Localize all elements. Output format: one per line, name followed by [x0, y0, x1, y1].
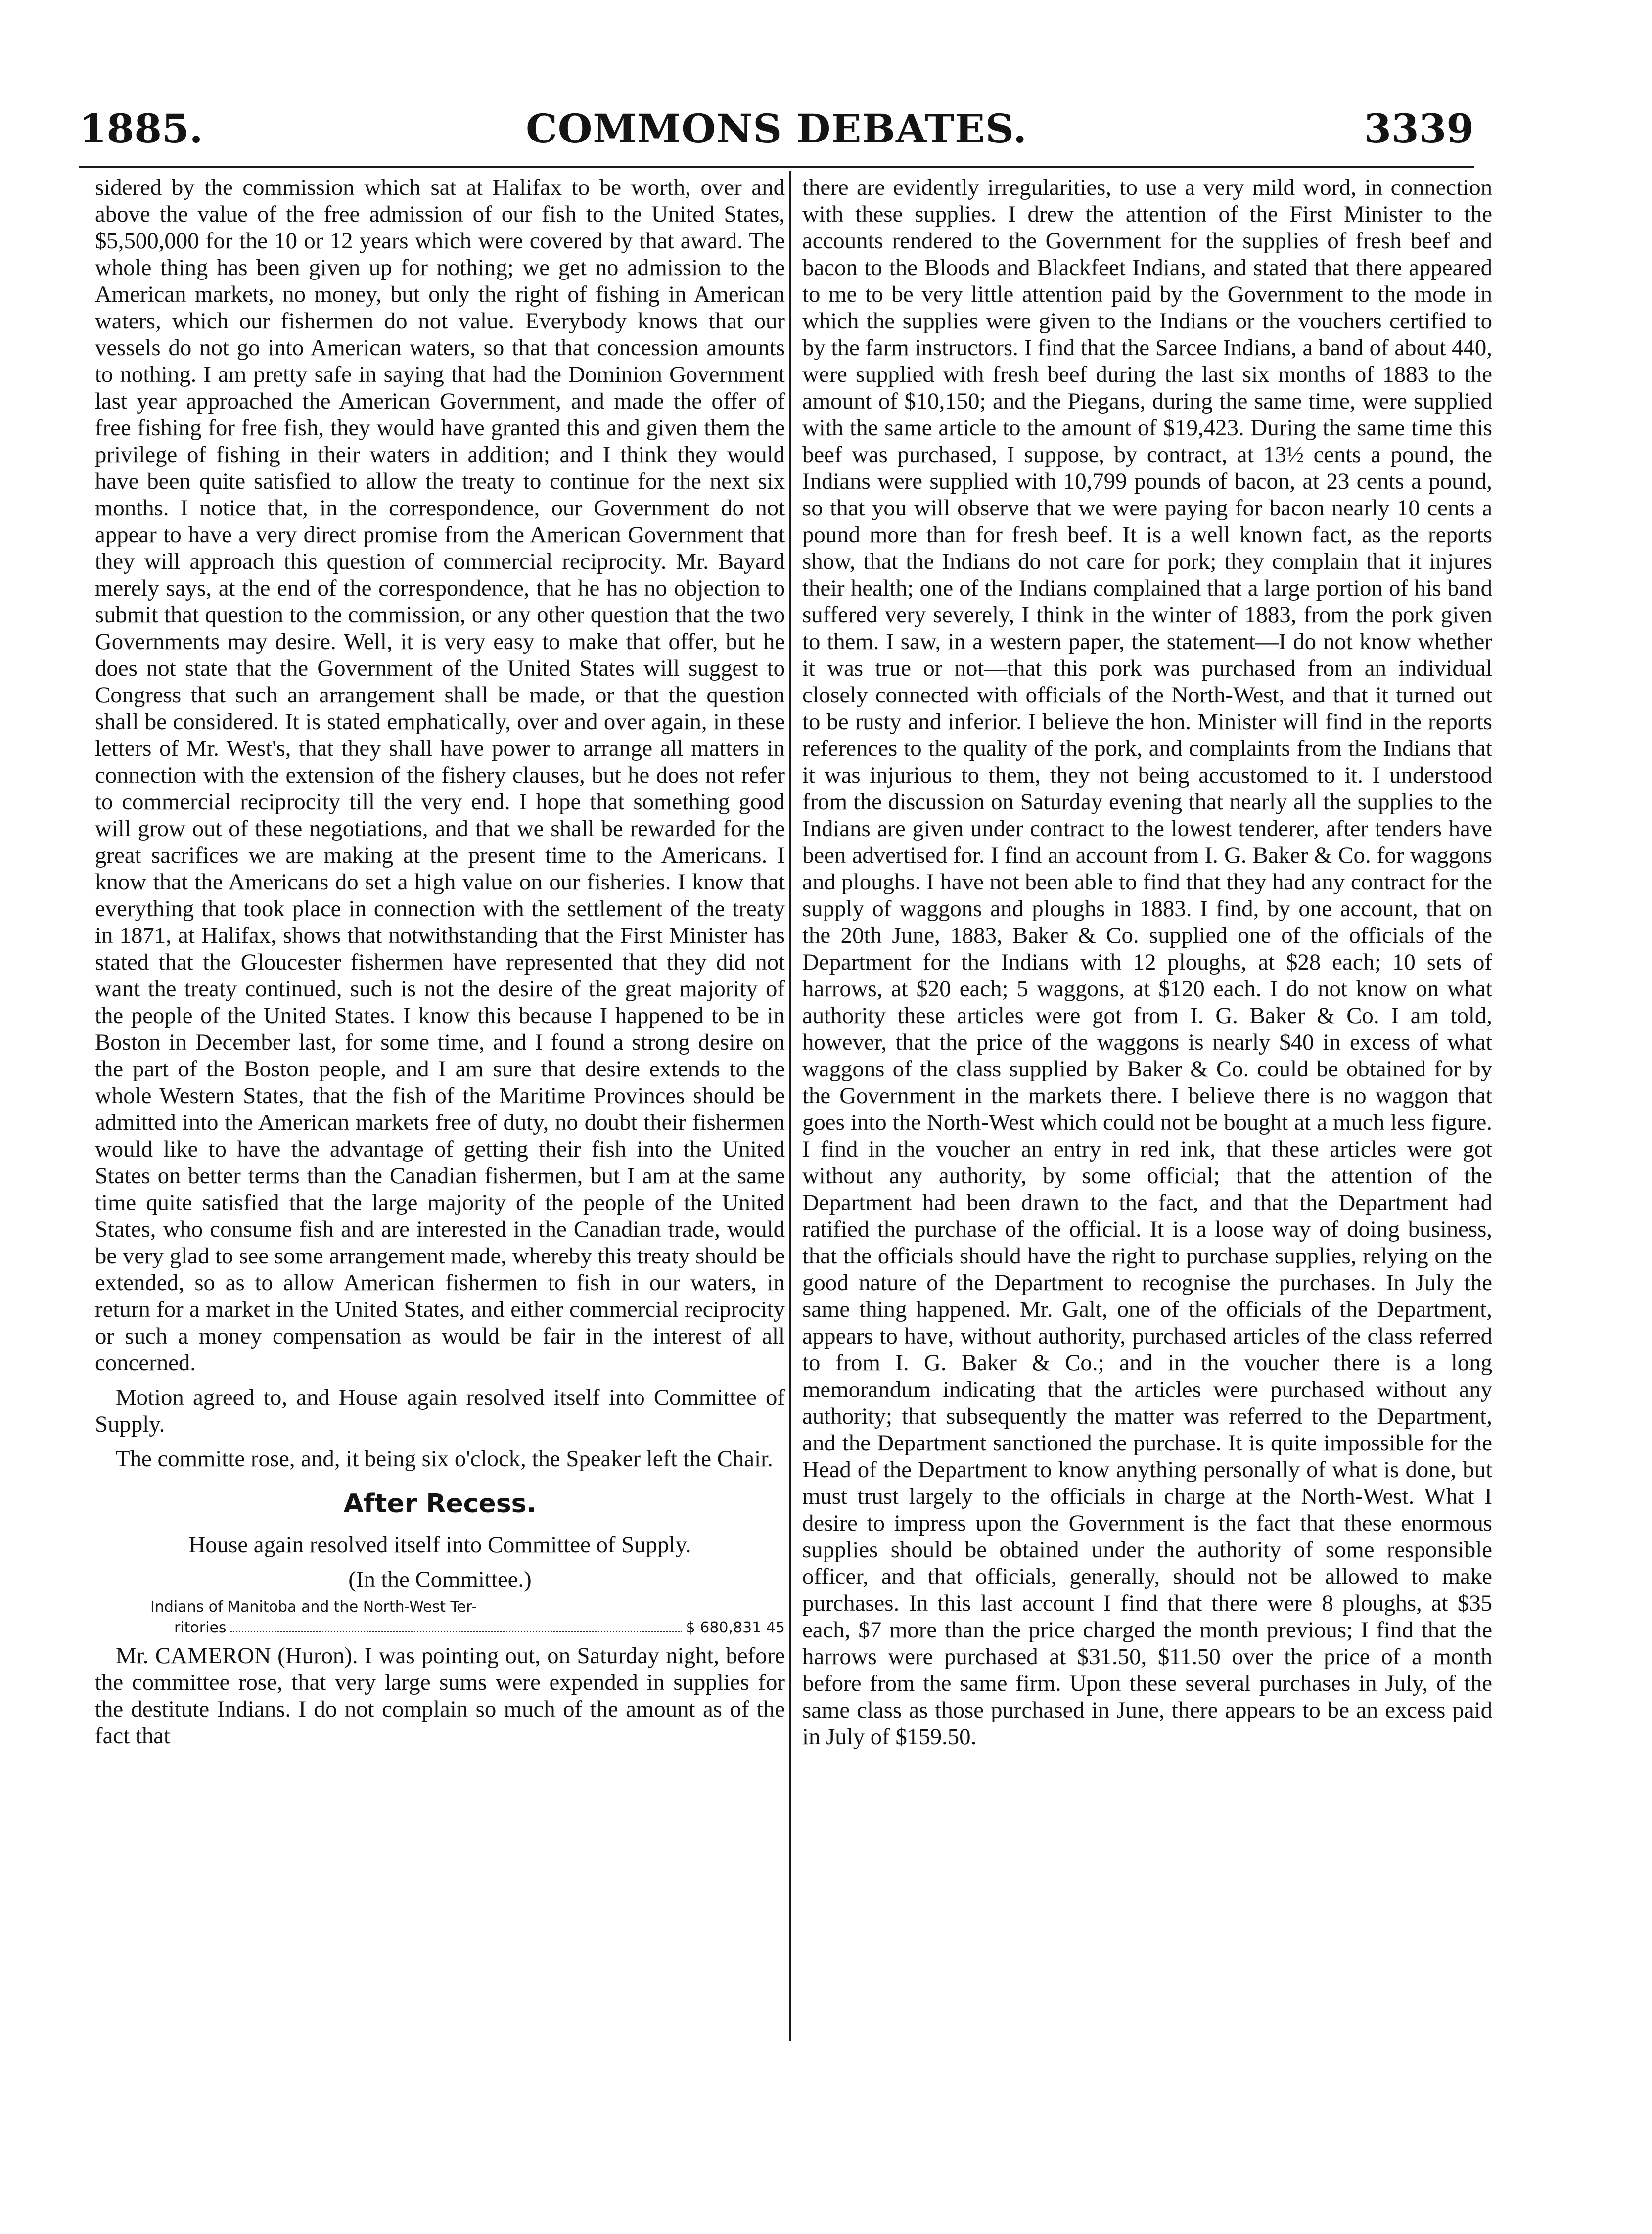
- estimate-amount: $ 680,831 45: [686, 1619, 785, 1636]
- column-divider: [789, 171, 791, 2041]
- header-year: 1885.: [79, 105, 203, 152]
- header-title: COMMONS DEBATES.: [526, 105, 1027, 152]
- paragraph: The committe rose, and, it being six o'clock, the Speaker left the Chair.: [116, 1446, 773, 1472]
- estimate-item-label: Indians of Manitoba and the North-West Ter-: [150, 1598, 477, 1616]
- estimate-item: [95, 1597, 785, 1638]
- estimate-item-label-cont: ritories: [174, 1619, 227, 1636]
- paragraph: there are evidently irregularities, to use a very mild word, in connection with these supplies. I drew the attention of the First Minister to the accounts rendered to the Government for the supplies of fresh beef and bacon to the Bloods and Blackfeet Indians, and stated that there appeared to me to be very little attention paid by the Government to the mode in which the supplies were given to the Indians or the vouchers certified to by the farm instructors. I find that the Sarcee Indians, a band of about 440, were supplied with fresh beef during the last six months of 1883 to the amount of $10,150; and the Piegans, during the same time, were supplied with the same article to the amount of $19,423. During the same time this beef was purchased, I suppose, by contract, at 13½ cents a pound, the Indians were supplied with 10,799 pounds of bacon, at 23 cents a pound, so that you will observe that we were paying for bacon nearly 10 cents a pound more than for fresh beef. It is a well known fact, as the reports show, that the Indians do not care for pork; they complain that it injures their health; one of the Indians complained that a large portion of his band suffered very severely, I think in the winter of 1883, from the pork given to them. I saw, in a western paper, the statement—I do not know whether it was true or not—that this pork was purchased from an individual closely connected with officials of the North-West, and that it turned out to be rusty and inferior. I believe the hon. Minister will find in the reports references to the quality of the pork, and complaints from the Indians that it was injurious to them, they not being accustomed to it. I understood from the discussion on Saturday evening that nearly all the supplies to the Indians are given under contract to the lowest tenderer, after tenders have been advertised for. I find an account from I. G. Baker & Co. for waggons and ploughs. I have not been able to find that they had any contract for the supply of waggons and ploughs in 1883. I find, by one account, that on the 20th June, 1883, Baker & Co. supplied one of the officials of the Department for the Indians with 12 ploughs, at $28 each; 10 sets of harrows, at $20 each; 5 waggons, at $120 each. I do not know on what authority these articles were got from I. G. Baker & Co. I am told, however, that the price of the waggons is nearly $40 in excess of what waggons of the class supplied by Baker & Co. could be obtained for by the Government in the markets there. I believe there is no waggon that goes into the North-West which could not be bought at a much less figure. I find in the voucher an entry in red ink, that these articles were got without any authority, by some official; that the attention of the Department had been drawn to the fact, and that the Department had ratified the purchase of the official. It is a loose way of doing business, that the officials should have the right to purchase supplies, relying on the good nature of the Department to recognise the purchases. In July the same thing happened. Mr. Galt, one of the officials of the Department, appears to have, without authority, purchased articles of the class referred to from I. G. Baker & Co.; and in the voucher there is a long memorandum indicating that the articles were purchased without any authority; that subsequently the matter was referred to the Department, and the Department sanctioned the purchase. It is quite impossible for the Head of the Department to know anything personally of what is done, but must trust largely to the officials in charge at the North-West. What I desire to impress upon the Government is the fact that these enormous supplies should be obtained under the authority of some responsible officer, and that officials, generally, should not be allowed to make purchases. In this last account I find that there were 8 ploughs, at $35 each, $7 more than the price charged the month previous; I find that the harrows were purchased at $31.50, $11.50 over the price of a month before from the same firm. Upon these several purchases in July, of the same class as those purchased in June, there appears to be an excess paid in July of $159.50.: [802, 175, 1492, 1750]
- left-column: [95, 174, 785, 1749]
- header-rule: [79, 166, 1474, 168]
- right-column: [802, 174, 1492, 1750]
- header-page-number: 3339: [1364, 105, 1474, 152]
- paragraph: Mr. CAMERON (Huron). I was pointing out, on Saturday night, before the committee rose, that very large sums were expended in supplies for the destitute Indians. I do not complain so much of the amount as of the fact that: [95, 1643, 785, 1749]
- section-heading: After Recess.: [343, 1489, 537, 1519]
- paragraph: Motion agreed to, and House again resolved itself into Committee of Supply.: [95, 1385, 785, 1437]
- committee-note: (In the Committee.): [348, 1567, 532, 1592]
- page-header: [79, 101, 1474, 156]
- paragraph: sidered by the commission which sat at Halifax to be worth, over and above the value of the free admission of our fish to the United States, $5,500,000 for the 10 or 12 years which were covered by that award. The whole thing has been given up for nothing; we get no admission to the American markets, no money, but only the right of fishing in American waters, which our fishermen do not value. Everybody knows that our vessels do not go into American waters, so that that concession amounts to nothing. I am pretty safe in saying that had the Dominion Government last year approached the American Government, and made the offer of free fishing for free fish, they would have granted this and given them the privilege of fishing in their waters in addition; and I think they would have been quite satisfied to allow the treaty to continue for the next six months. I notice that, in the correspondence, our Government do not appear to have a very direct promise from the American Government that they will approach this question of commercial reciprocity. Mr. Bayard merely says, at the end of the correspondence, that he has no objection to submit that question to the commission, or any other question that the two Governments may desire. Well, it is very easy to make that offer, but he does not state that the Government of the United States will suggest to Congress that such an arrangement shall be made, or that the question shall be considered. It is stated emphatically, over and over again, in these letters of Mr. West's, that they shall have power to arrange all matters in connection with the extension of the fishery clauses, but he does not refer to commercial reciprocity till the very end. I hope that something good will grow out of these negotiations, and that we shall be rewarded for the great sacrifices we are making at the present time to the Americans. I know that the Americans do set a high value on our fisheries. I know that everything that took place in connection with the settlement of the treaty in 1871, at Halifax, shows that notwithstanding that the First Minister has stated that the Gloucester fishermen have represented that they did not want the treaty continued, such is not the desire of the great majority of the people of the United States. I know this because I happened to be in Boston in December last, for some time, and I found a strong desire on the part of the Boston people, and I am sure that desire extends to the whole Western States, that the fish of the Maritime Provinces should be admitted into the American markets free of duty, no doubt their fishermen would like to have the advantage of getting their fish into the United States on better terms than the Canadian fishermen, but I am at the same time quite satisfied that the large majority of the people of the United States, who consume fish and are interested in the Canadian trade, would be very glad to see some arrangement made, whereby this treaty should be extended, so as to allow American fishermen to fish in our waters, in return for a market in the United States, and either commercial reciprocity or such a money compensation as would be fair in the interest of all concerned.: [95, 175, 785, 1376]
- dot-leader: [230, 1631, 682, 1632]
- paragraph: House again resolved itself into Committee of Supply.: [188, 1532, 691, 1558]
